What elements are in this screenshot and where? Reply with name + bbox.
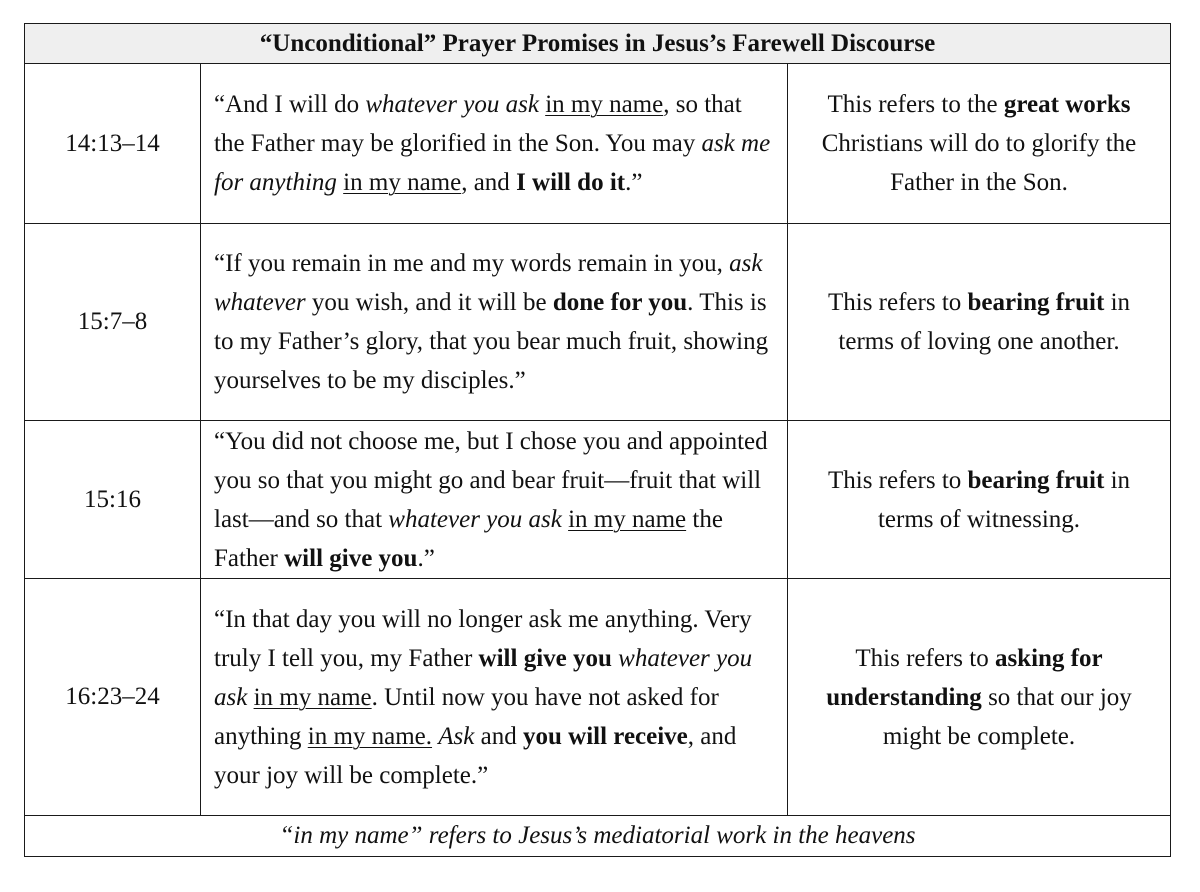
text-segment: asking for understanding (826, 644, 1103, 711)
text-segment: in my name (343, 169, 462, 196)
scripture-reference: 14:13–14 (25, 64, 201, 224)
table-footer-note: “in my name” refers to Jesus’s mediatorial work in the heavens (25, 816, 1171, 857)
text-segment: ask me for anything (214, 130, 771, 196)
text-segment: in my name (568, 505, 687, 533)
prayer-promises-table (24, 23, 1171, 857)
scripture-reference: 16:23–24 (25, 579, 201, 816)
text-segment: This refers to the (827, 91, 1004, 118)
text-segment: . Until now you have not asked for anything (214, 683, 719, 750)
text-segment: in my name. (307, 722, 433, 750)
text-segment: will give you (284, 544, 418, 572)
scripture-quote (201, 224, 788, 421)
text-segment: bearing fruit (967, 289, 1105, 316)
text-segment: “You did not choose me, but I chose you and appointed you so that you might go and bear fruit—fruit that will last—and so that (214, 427, 768, 533)
interpretation-note (788, 224, 1171, 421)
text-segment: great works (1003, 91, 1131, 118)
text-segment: .” (625, 169, 643, 196)
text-segment: This refers to (855, 644, 995, 672)
text-segment: in my name (545, 91, 664, 118)
interpretation-note (788, 579, 1171, 816)
table-row (25, 224, 1171, 421)
table-row (25, 579, 1171, 816)
text-segment: done for you (552, 289, 688, 316)
text-segment: “And I will do (214, 91, 366, 118)
text-segment: .” (417, 544, 435, 572)
table-title-row (25, 24, 1171, 64)
table-row (25, 64, 1171, 224)
scripture-reference: 15:16 (25, 421, 201, 579)
text-segment: This refers to (827, 289, 968, 316)
table-footer-row (25, 816, 1171, 857)
scripture-reference: 15:7–8 (25, 224, 201, 421)
interpretation-note (788, 421, 1171, 579)
text-segment: you will receive (523, 722, 688, 750)
text-segment: in terms of witnessing. (877, 466, 1131, 533)
text-segment: will give you (478, 644, 612, 672)
text-segment: whatever you ask (365, 91, 539, 118)
text-segment: bearing fruit (967, 466, 1105, 494)
text-segment: , and your joy will be complete.” (214, 722, 737, 789)
scripture-quote (201, 421, 788, 579)
text-segment: Christians will do to glorify the Father in the Son. (821, 130, 1137, 196)
text-segment: and (474, 722, 523, 750)
text-segment: so that our joy might be complete. (882, 683, 1132, 750)
text-segment: whatever you ask (214, 644, 753, 711)
scripture-quote (201, 64, 788, 224)
text-segment: This refers to (827, 466, 968, 494)
text-segment: ask whatever (214, 250, 763, 316)
table-title: “Unconditional” Prayer Promises in Jesus’s Farewell Discourse (25, 24, 1171, 64)
text-segment: , and (461, 169, 517, 196)
text-segment: , so that the Father may be glorified in the Son. You may (214, 91, 742, 157)
text-segment: “If you remain in me and my words remain in you, (214, 250, 730, 277)
text-segment: Ask (438, 722, 475, 750)
text-segment: you wish, and it will be (305, 289, 553, 316)
text-segment: in terms of loving one another. (838, 289, 1131, 355)
scripture-quote (201, 579, 788, 816)
text-segment: the Father (214, 505, 723, 572)
text-segment: “In that day you will no longer ask me anything. Very truly I tell you, my Father (214, 605, 752, 672)
text-segment: in my name (253, 683, 372, 711)
table-row (25, 421, 1171, 579)
text-segment: . This is to my Father’s glory, that you bear much fruit, showing yourselves to be my disciples.” (214, 289, 769, 394)
text-segment: whatever you ask (388, 505, 562, 533)
text-segment: I will do it (516, 169, 626, 196)
interpretation-note (788, 64, 1171, 224)
